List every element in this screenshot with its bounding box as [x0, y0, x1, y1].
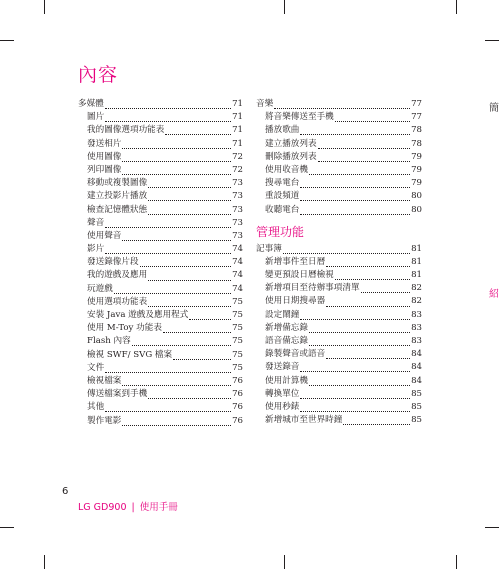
toc-entry-label: 使用秒錶 [265, 401, 300, 412]
dot-leader [148, 206, 231, 215]
toc-entry[interactable] [78, 177, 243, 190]
toc-entry-page: 80 [411, 191, 422, 202]
toc-entry-page: 71 [232, 125, 243, 136]
section-heading: 管理功能 [256, 224, 305, 239]
toc-entry-label: 影片 [87, 244, 105, 255]
dot-leader [361, 284, 411, 293]
toc-entry-page: 79 [411, 178, 422, 189]
toc-entry-label: 使用選項功能表 [87, 296, 148, 307]
toc-entry-page: 84 [411, 362, 422, 373]
toc-entry-label: 設定鬧鐘 [265, 309, 300, 320]
toc-entry[interactable] [256, 124, 422, 137]
toc-left-column [78, 98, 243, 428]
toc-entry[interactable] [256, 177, 422, 190]
toc-entry[interactable] [256, 138, 422, 151]
crop-mark [44, 0, 45, 14]
toc-entry-label: 記事簿 [256, 243, 282, 254]
toc-entry-page: 71 [232, 138, 243, 149]
dot-leader [309, 166, 410, 175]
toc-entry-page: 78 [411, 125, 422, 136]
toc-entry-page: 75 [232, 296, 243, 307]
toc-entry-label: 檢視檔案 [87, 375, 122, 386]
toc-entry-label: Flash 內容 [87, 336, 131, 347]
dot-leader [148, 390, 231, 399]
dot-leader [274, 100, 410, 109]
dot-leader [300, 179, 410, 188]
toc-entry[interactable] [78, 190, 243, 203]
toc-entry[interactable] [78, 362, 243, 375]
toc-entry-page: 83 [411, 309, 422, 320]
toc-entry-page: 75 [232, 362, 243, 373]
toc-entry[interactable] [78, 243, 243, 256]
toc-entry[interactable] [78, 204, 243, 217]
crop-mark [284, 555, 285, 569]
toc-entry[interactable] [78, 111, 243, 124]
dot-leader [148, 298, 231, 307]
toc-entry-label: 使用收音機 [265, 164, 308, 175]
toc-entry-page: 74 [232, 270, 243, 281]
toc-entry-label: 檢視 SWF/ SVG 檔案 [87, 349, 173, 360]
toc-entry-label: 變更預設日曆檢視 [265, 270, 334, 281]
dot-leader [309, 377, 410, 386]
toc-entry-label: 重設頻道 [265, 191, 300, 202]
toc-entry-page: 74 [232, 244, 243, 255]
toc-right-column [256, 98, 422, 427]
toc-entry[interactable] [78, 349, 243, 362]
dot-leader [122, 153, 231, 162]
toc-entry-page: 73 [232, 230, 243, 241]
toc-entry[interactable] [78, 283, 243, 296]
toc-entry-page: 81 [411, 270, 422, 281]
toc-entry[interactable] [78, 256, 243, 269]
toc-entry-label: 新增備忘錄 [265, 322, 308, 333]
dot-leader [300, 363, 410, 372]
toc-entry-label: 檢查記憶體狀態 [87, 204, 148, 215]
toc-entry[interactable] [78, 335, 243, 348]
toc-entry-page: 72 [232, 151, 243, 162]
toc-entry-label: 新增城市至世界時鐘 [265, 415, 343, 426]
dot-leader [309, 324, 410, 333]
toc-entry-page: 78 [411, 138, 422, 149]
dot-leader [300, 126, 410, 135]
toc-entry[interactable] [78, 151, 243, 164]
dot-leader [300, 206, 410, 215]
crop-mark [485, 40, 499, 41]
dot-leader [326, 350, 410, 359]
toc-entry[interactable] [256, 151, 422, 164]
dot-leader [122, 377, 231, 386]
dot-leader [105, 113, 231, 122]
toc-entry-label: 語音備忘錄 [265, 336, 308, 346]
toc-entry-page: 82 [411, 283, 422, 294]
dot-leader [300, 192, 410, 201]
toc-entry-page: 81 [411, 256, 422, 267]
toc-entry-page: 72 [232, 164, 243, 175]
dot-leader [148, 192, 231, 201]
toc-entry-label: 錄製聲音或語音 [265, 349, 326, 360]
toc-entry-label: 建立播放列表 [265, 138, 317, 149]
toc-entry-label: 移動或複製圖像 [87, 178, 148, 189]
toc-entry-label: 文件 [87, 362, 105, 373]
toc-entry-page: 76 [232, 402, 243, 413]
toc-music-section [256, 98, 422, 217]
toc-entry-label: 新增項目至待辦事項清單 [265, 283, 360, 294]
toc-entry-page: 79 [411, 151, 422, 162]
toc-entry-page: 76 [232, 415, 243, 426]
toc-entry[interactable] [78, 138, 243, 151]
crop-mark [485, 527, 499, 528]
toc-entry-label: 新增事件至日曆 [265, 256, 326, 267]
dot-leader [318, 153, 410, 162]
toc-entry[interactable] [78, 388, 243, 401]
toc-entry-label: 我的圖像選項功能表 [87, 125, 165, 136]
footer [78, 499, 178, 513]
toc-entry-label: 安裝 Java 遊戲及應用程式 [87, 310, 189, 320]
toc-entry-label: 將音樂傳送至手機 [265, 112, 334, 123]
toc-entry-label: 使用圖像 [87, 151, 122, 162]
dot-leader [173, 351, 231, 360]
toc-entry[interactable] [256, 204, 422, 217]
dot-leader [335, 271, 410, 280]
toc-entry[interactable] [256, 256, 422, 269]
toc-entry-label: 使用聲音 [87, 230, 122, 241]
dot-leader [283, 245, 410, 254]
toc-entry-label: 刪除播放列表 [265, 151, 317, 162]
toc-entry-page: 77 [411, 99, 422, 109]
toc-entry-page: 81 [411, 243, 422, 254]
footer-separator: | [131, 502, 135, 513]
dot-leader [148, 179, 231, 188]
toc-entry[interactable] [78, 401, 243, 414]
toc-entry[interactable] [78, 296, 243, 309]
dot-leader [309, 337, 410, 346]
toc-entry-page: 83 [411, 336, 422, 346]
toc-entry-label: 發送相片 [87, 138, 122, 149]
toc-entry-page: 76 [232, 375, 243, 386]
dot-leader [105, 364, 231, 373]
toc-entry[interactable] [78, 415, 243, 428]
toc-entry-page: 71 [232, 112, 243, 123]
toc-entry[interactable] [256, 243, 422, 256]
toc-entry[interactable] [78, 98, 243, 111]
toc-organiser-section [256, 243, 422, 428]
crop-mark [456, 0, 457, 14]
toc-entry-label: 聲音 [87, 217, 105, 228]
toc-entry-page: 84 [411, 349, 422, 360]
toc-entry-label: 玩遊戲 [87, 283, 113, 294]
toc-entry-label: 使用計算機 [265, 375, 308, 386]
toc-entry-label: 列印圖像 [87, 164, 122, 175]
toc-entry-page: 73 [232, 217, 243, 228]
toc-entry[interactable] [78, 230, 243, 243]
toc-entry-page: 74 [232, 283, 243, 294]
toc-entry-label: 搜尋電台 [265, 178, 300, 189]
dot-leader [343, 416, 410, 425]
toc-entry-page: 82 [411, 296, 422, 307]
toc-entry-label: 我的遊戲及應用 [87, 270, 148, 281]
toc-entry[interactable] [256, 98, 422, 111]
toc-entry[interactable] [256, 388, 422, 401]
dot-leader [114, 285, 231, 294]
toc-entry[interactable] [78, 309, 243, 322]
toc-entry[interactable] [78, 269, 243, 282]
toc-entry[interactable] [78, 124, 243, 137]
toc-entry-label: 多媒體 [78, 99, 104, 109]
toc-entry[interactable] [256, 295, 422, 308]
toc-entry[interactable] [256, 401, 422, 414]
toc-entry-page: 77 [411, 112, 422, 123]
toc-entry-page: 71 [232, 99, 243, 109]
toc-entry-label: 圖片 [87, 112, 105, 123]
toc-entry[interactable] [256, 111, 422, 124]
toc-entry[interactable] [256, 190, 422, 203]
dot-leader [300, 311, 410, 320]
dot-leader [326, 258, 410, 267]
dot-leader [148, 272, 231, 281]
dot-leader [122, 140, 231, 149]
dot-leader [163, 324, 231, 333]
dot-leader [165, 126, 231, 135]
toc-entry[interactable] [256, 282, 422, 295]
toc-entry-page: 85 [411, 415, 422, 426]
toc-entry-page: 75 [232, 349, 243, 360]
toc-entry-label: 使用日期搜尋器 [265, 296, 326, 307]
dot-leader [335, 113, 410, 122]
dot-leader [105, 245, 231, 254]
dot-leader [122, 166, 231, 175]
side-tab-top: 簡 [489, 103, 499, 114]
dot-leader [140, 258, 231, 267]
toc-entry-page: 76 [232, 389, 243, 400]
toc-entry[interactable] [256, 335, 422, 348]
toc-entry-page: 83 [411, 322, 422, 333]
crop-mark [456, 555, 457, 569]
toc-entry-page: 85 [411, 401, 422, 412]
toc-entry-page: 85 [411, 388, 422, 399]
dot-leader [105, 100, 231, 109]
toc-entry[interactable] [256, 322, 422, 335]
toc-entry-page: 73 [232, 178, 243, 189]
toc-entry-page: 73 [232, 204, 243, 215]
toc-entry-label: 製作電影 [87, 415, 122, 426]
toc-entry[interactable] [256, 375, 422, 388]
toc-entry[interactable] [256, 164, 422, 177]
toc-entry-page: 80 [411, 204, 422, 215]
toc-entry[interactable] [256, 309, 422, 322]
toc-entry-page: 75 [232, 310, 243, 320]
dot-leader [326, 298, 410, 307]
dot-leader [300, 390, 410, 399]
toc-entry-label: 收聽電台 [265, 204, 300, 215]
page-title: 內容 [78, 64, 119, 86]
toc-entry-page: 74 [232, 257, 243, 268]
dot-leader [318, 140, 410, 149]
crop-mark [0, 527, 14, 528]
toc-entry-page: 73 [232, 191, 243, 202]
dot-leader [122, 417, 231, 426]
toc-entry-page: 79 [411, 164, 422, 175]
toc-entry-label: 發送錄音 [265, 362, 300, 373]
toc-entry[interactable] [256, 414, 422, 427]
toc-entry[interactable] [78, 322, 243, 335]
toc-entry[interactable] [256, 269, 422, 282]
dot-leader [300, 403, 410, 412]
toc-entry-page: 84 [411, 375, 422, 386]
toc-entry-label: 播放歌曲 [265, 125, 300, 136]
side-tab-mid: 紹 [489, 289, 499, 300]
toc-entry-page: 75 [232, 323, 243, 334]
toc-entry[interactable] [256, 348, 422, 361]
dot-leader [122, 232, 231, 241]
page-number: 6 [62, 486, 69, 497]
toc-entry-label: 音樂 [256, 99, 274, 109]
toc-entry-label: 其他 [87, 402, 105, 413]
crop-mark [44, 555, 45, 569]
toc-entry[interactable] [78, 217, 243, 230]
dot-leader [189, 311, 231, 320]
toc-entry-label: 建立投影片播放 [87, 191, 148, 202]
toc-entry-label: 使用 M-Toy 功能表 [87, 323, 162, 334]
toc-entry-label: 發送錄像片段 [87, 257, 139, 268]
dot-leader [105, 403, 231, 412]
toc-entry-page: 75 [232, 336, 243, 347]
dot-leader [105, 219, 231, 228]
toc-entry-label: 轉換單位 [265, 388, 300, 399]
toc-entry[interactable] [256, 361, 422, 374]
dot-leader [132, 337, 231, 346]
toc-entry-label: 傳送檔案到手機 [87, 389, 148, 400]
crop-mark [284, 0, 285, 14]
crop-mark [0, 40, 14, 41]
toc-entry[interactable] [78, 164, 243, 177]
footer-manual: 使用手冊 [139, 502, 178, 513]
toc-entry[interactable] [78, 375, 243, 388]
footer-model: LG GD900 [78, 502, 127, 513]
